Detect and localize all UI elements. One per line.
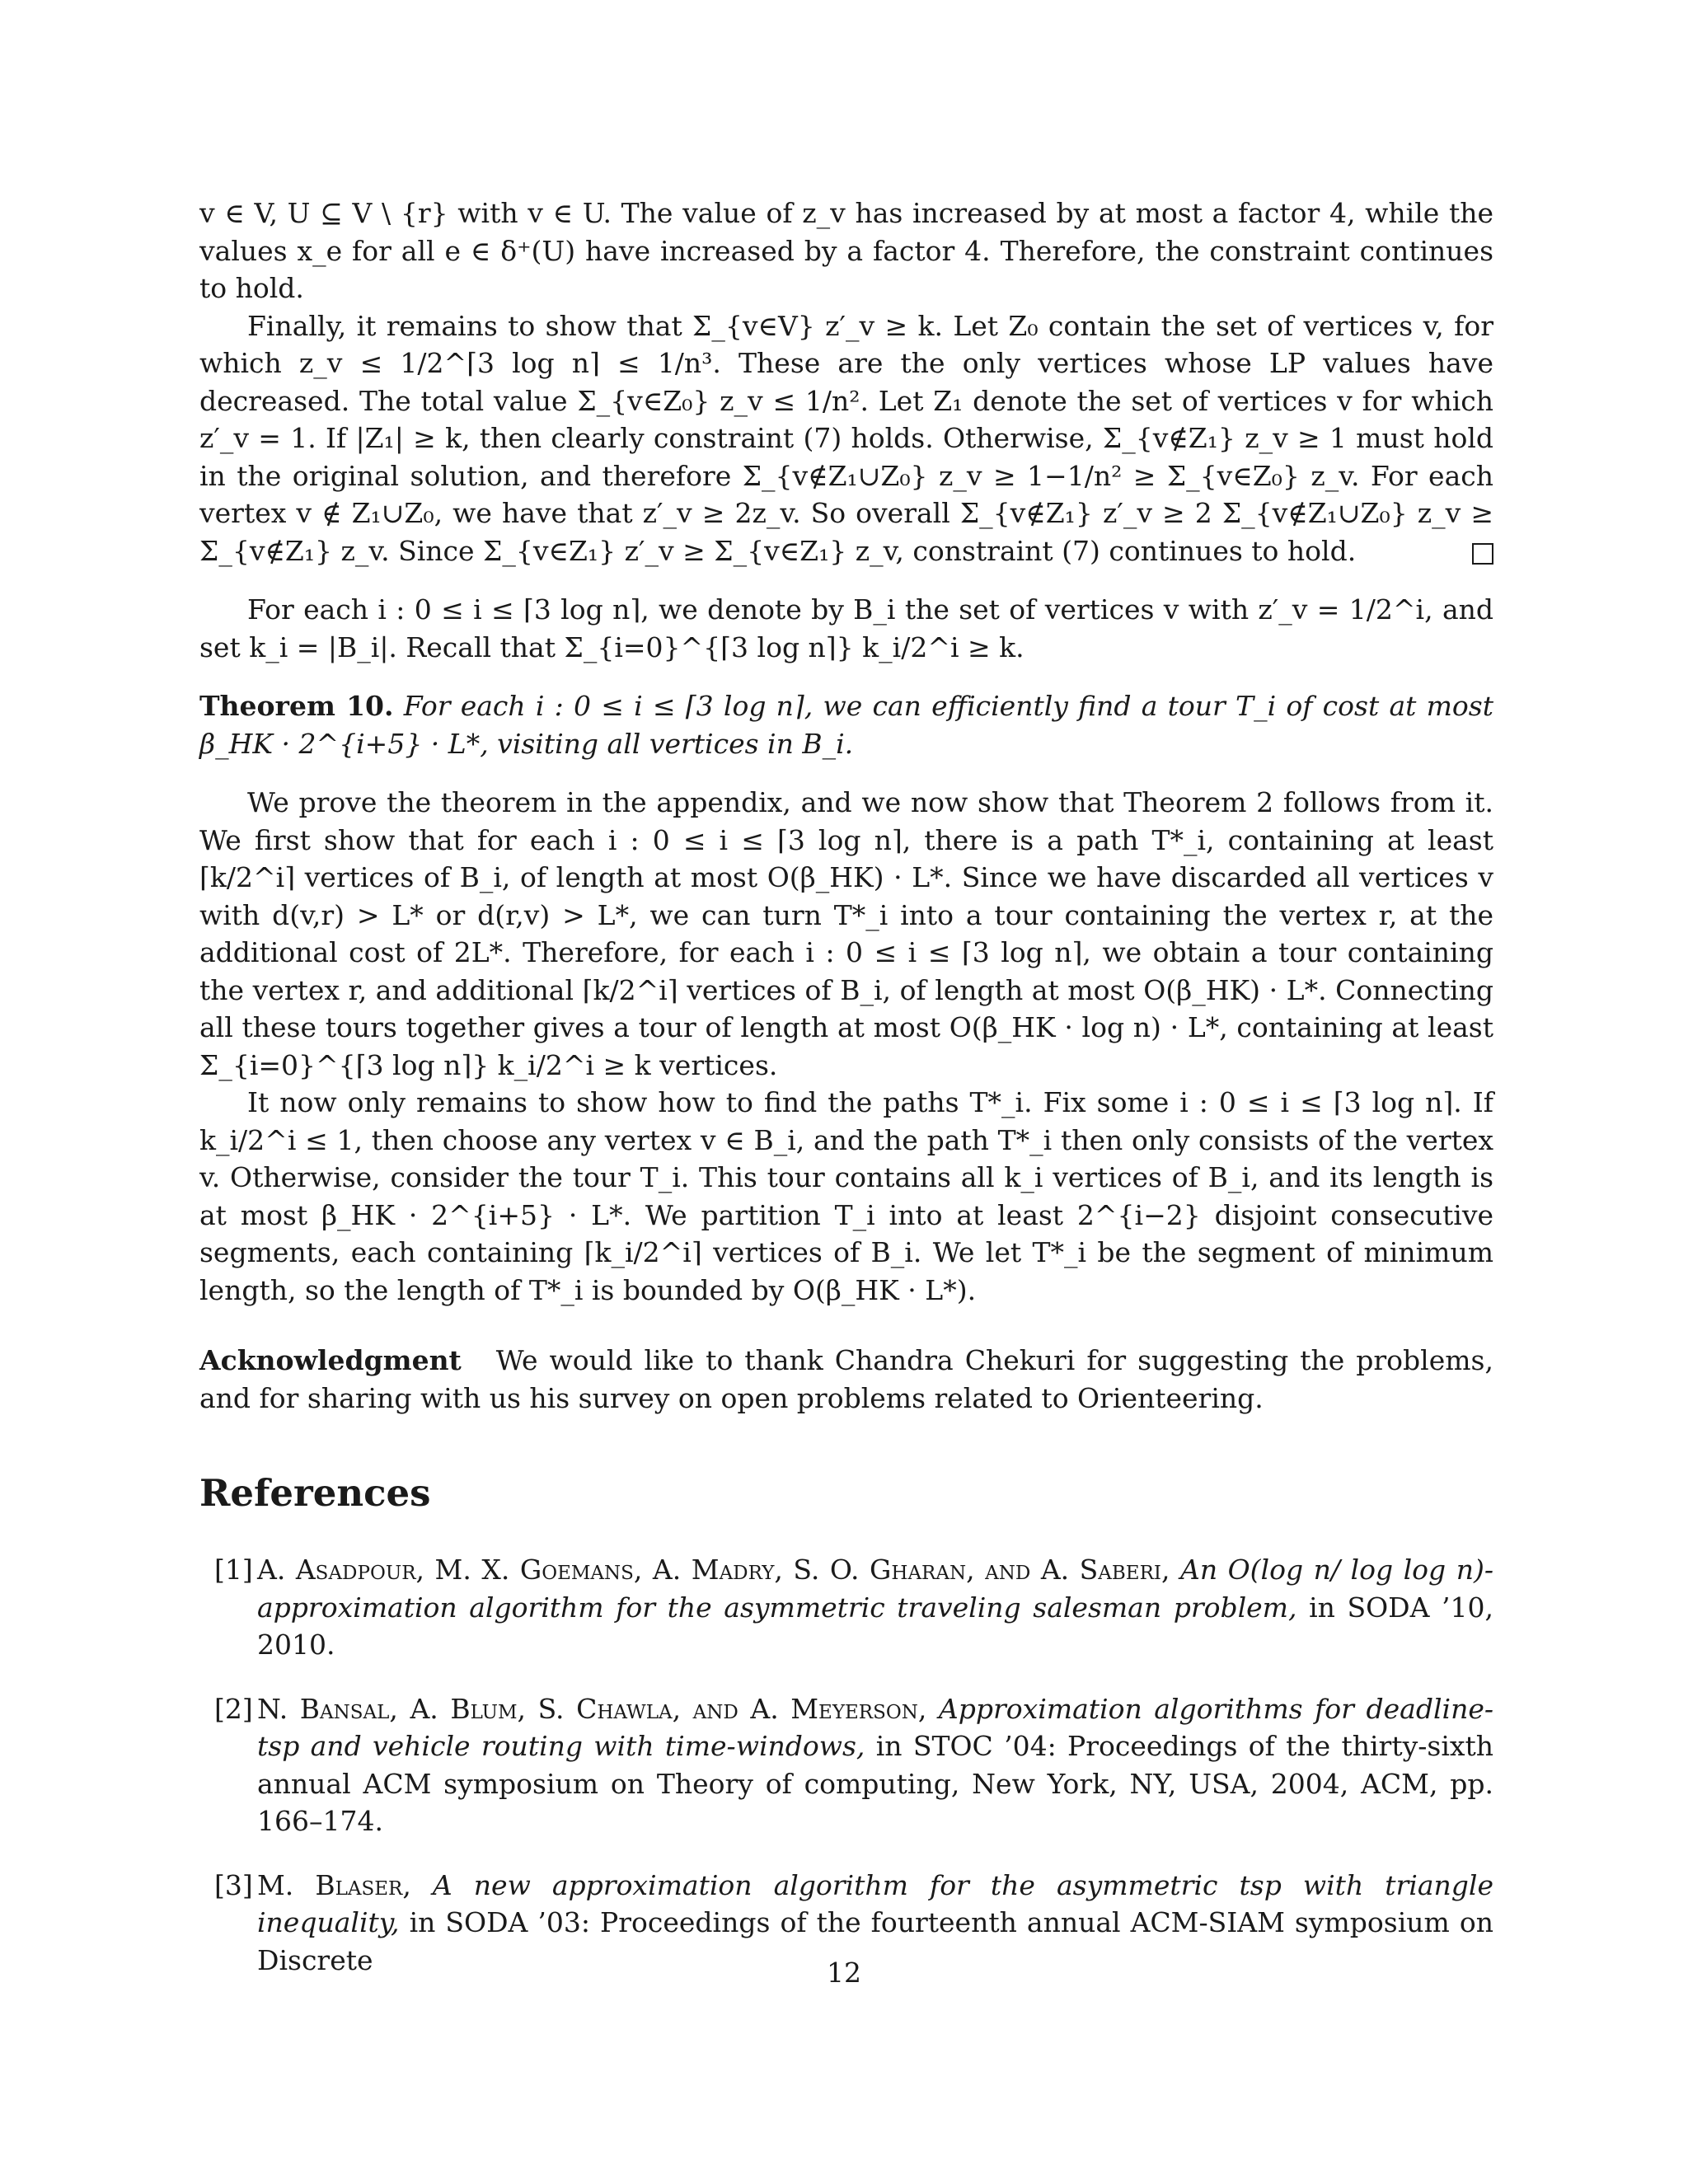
page-number: 12 — [827, 1957, 861, 1989]
reference-authors: N. Bansal, A. Blum, S. Chawla, and A. Meyerson, — [257, 1692, 927, 1725]
reference-number: [2] — [214, 1692, 253, 1725]
page-content — [199, 194, 1493, 2005]
reference-item — [199, 1690, 1493, 1840]
references-heading: References — [199, 1471, 431, 1515]
text: Finally, it remains to show that Σ_{v∈V} z′_v ≥ k. Let Z₀ contain the set of vertices v, for which z_v ≤ 1/2^⌈3 log n⌉ ≤ 1/n³. These are the only vertices whose LP values have decreased. The total value Σ_{v∈Z₀} z_v ≤ 1/n². Let Z₁ denote the set of vertices v for which z′_v = 1. If |Z₁| ≥ k, then clearly constraint (7) holds. Otherwise, Σ_{v∉Z₁} z_v ≥ 1 must hold in the original solution, and therefore Σ_{v∉Z₁∪Z₀} z_v ≥ 1−1/n² ≥ Σ_{v∈Z₀} z_v. For each vertex v ∉ Z₁∪Z₀, we have that z′_v ≥ 2z_v. So overall Σ_{v∉Z₁} z′_v ≥ 2 Σ_{v∉Z₁∪Z₀} z_v ≥ Σ_{v∉Z₁} z_v. Since Σ_{v∈Z₁} z′_v ≥ Σ_{v∈Z₁} z_v, constraint (7) continues to hold. — [199, 309, 1493, 567]
paragraph-bi-definition — [199, 591, 1493, 666]
text: We prove the theorem in the appendix, and we now show that Theorem 2 follows from it. We first show that for each i : 0 ≤ i ≤ ⌈3 log n⌉, there is a path T*_i, containing at least ⌈k/2^i⌉ vertices of B_i, of length at most O(β_HK) · L*. Since we have discarded all vertices v with d(v,r) > L* or d(r,v) > L*, we can turn T*_i into a tour containing the vertex r, at the additional cost of 2L*. Therefore, for each i : 0 ≤ i ≤ ⌈3 log n⌉, we obtain a tour containing the vertex r, and additional ⌈k/2^i⌉ vertices of B_i, of length at most O(β_HK) · L*. Connecting all these tours together gives a tour of length at most O(β_HK · log n) · L*, containing at least Σ_{i=0}^{⌈3 log n⌉} k_i/2^i ≥ k vertices. — [199, 786, 1493, 1081]
reference-number: [3] — [214, 1868, 253, 1901]
theorem-label: Theorem 10. — [199, 690, 394, 722]
reference-venue: in STOC ’04: Proceedings of the thirty-sixth annual ACM symposium on Theory of computing, New York, NY, USA, 2004, ACM, pp. 166–174. — [257, 1730, 1493, 1837]
theorem-10 — [199, 687, 1493, 762]
paragraph-theorem-proof — [199, 784, 1493, 1084]
acknowledgment — [199, 1342, 1493, 1417]
paragraph-proof-finally — [199, 307, 1493, 570]
text: v ∈ V, U ⊆ V \ {r} with v ∈ U. The value of z_v has increased by at most a factor 4, while the values x_e for all e ∈ δ⁺(U) have increased by a factor 4. Therefore, the constraint continues to hold. — [199, 197, 1493, 304]
reference-title: An O(log n/ log log n)-approximation algorithm for the asymmetric traveling salesman problem, — [257, 1554, 1493, 1624]
text: It now only remains to show how to find the paths T*_i. Fix some i : 0 ≤ i ≤ ⌈3 log n⌉. If k_i/2^i ≤ 1, then choose any vertex v ∈ B_i, and the path T*_i then only consists of the vertex v. Otherwise, consider the tour T_i. This tour contains all k_i vertices of B_i, and its length is at most β_HK · 2^{i+5} · L*. We partition T_i into at least 2^{i−2} disjoint consecutive segments, each containing ⌈k_i/2^i⌉ vertices of B_i. We let T*_i be the segment of minimum length, so the length of T*_i is bounded by O(β_HK · L*). — [199, 1086, 1493, 1306]
reference-authors: A. Asadpour, M. X. Goemans, A. Madry, S. O. Gharan, and A. Saberi, — [257, 1554, 1170, 1586]
text: For each i : 0 ≤ i ≤ ⌈3 log n⌉, we denote by B_i the set of vertices v with z′_v = 1/2^i, and set k_i = |B_i|. Recall that Σ_{i=0}^{⌈3 log n⌉} k_i/2^i ≥ k. — [199, 593, 1493, 663]
reference-title: Approximation algorithms for deadline-tsp and vehicle routing with time-windows, — [257, 1692, 1494, 1762]
reference-title: A new approximation algorithm for the asymmetric tsp with triangle inequality, — [257, 1868, 1493, 1938]
paragraph-paths — [199, 1084, 1493, 1309]
acknowledgment-text: We would like to thank Chandra Chekuri for suggesting the problems, and for sharing with us his survey on open problems related to Orienteering. — [199, 1344, 1493, 1414]
paragraph-proof-end — [199, 194, 1493, 307]
qed-square-icon — [1472, 543, 1493, 565]
theorem-text: For each i : 0 ≤ i ≤ ⌈3 log n⌉, we can efficiently find a tour T_i of cost at most β_HK · 2^{i+5} · L*, visiting all vertices in B_i. — [199, 690, 1493, 760]
acknowledgment-label: Acknowledgment — [199, 1344, 462, 1376]
reference-venue: in SODA ’03: Proceedings of the fourteenth annual ACM-SIAM symposium on Discrete — [257, 1906, 1493, 1976]
reference-item — [199, 1551, 1493, 1664]
reference-venue: in SODA ’10, 2010. — [257, 1591, 1493, 1661]
reference-number: [1] — [214, 1554, 253, 1586]
reference-authors: M. Blaser, — [257, 1868, 411, 1901]
